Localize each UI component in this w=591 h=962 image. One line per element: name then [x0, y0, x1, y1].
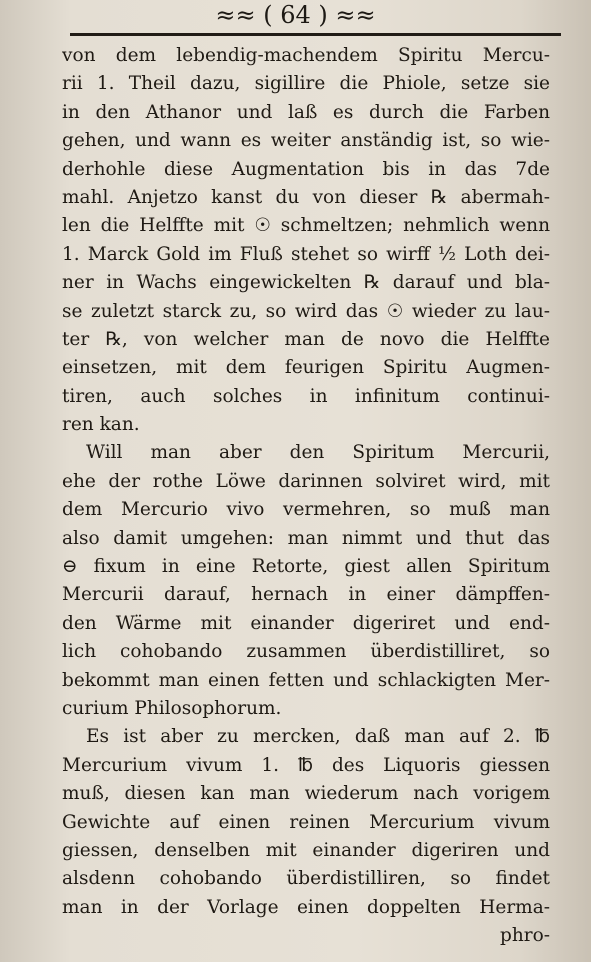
- catchword: phro-: [500, 925, 550, 947]
- text-line: ⊖ fixum in eine Retorte, giest allen Spiritum: [62, 556, 550, 578]
- text-line: Will man aber den Spiritum Mercurii,: [86, 442, 550, 464]
- text-line: Es ist aber zu mercken, daß man auf 2. ℔: [86, 726, 550, 748]
- text-line: Gewichte auf einen reinen Mercurium vivum: [62, 811, 550, 833]
- text-line: Mercurii darauf, hernach in einer dämpffen-: [62, 584, 550, 606]
- header-rule: [70, 33, 561, 36]
- text-line: curium Philosophorum.: [62, 697, 282, 719]
- text-line: ter ℞, von welcher man de novo die Helffte: [62, 328, 550, 350]
- text-line: se zuletzt starck zu, so wird das ☉ wieder zu lau-: [62, 300, 550, 322]
- text-line: giessen, denselben mit einander digeriren und: [62, 839, 550, 861]
- text-line: lich cohobando zusammen überdistilliret, so: [62, 641, 550, 663]
- body-text: [62, 42, 550, 951]
- text-line: dem Mercurio vivo vermehren, so muß man: [62, 499, 550, 521]
- text-line: rii 1. Theil dazu, sigillire die Phiole, setze sie: [62, 73, 550, 95]
- text-line: len die Helffte mit ☉ schmeltzen; nehmlich wenn: [62, 215, 550, 237]
- page-header: [0, 0, 591, 36]
- text-line: ehe der rothe Löwe darinnen solviret wird, mit: [62, 470, 550, 492]
- text-line: ren kan.: [62, 414, 140, 436]
- text-line: muß, diesen kan man wiederum nach vorigem: [62, 783, 550, 805]
- text-line: alsdenn cohobando überdistilliren, so findet: [62, 868, 550, 890]
- text-line: tiren, auch solches in infinitum continui-: [62, 385, 550, 407]
- text-line: bekommt man einen fetten und schlackigten Mer-: [62, 669, 550, 691]
- text-line: 1. Marck Gold im Fluß stehet so wirff ½ Loth dei-: [62, 243, 550, 265]
- text-line: in den Athanor und laß es durch die Farben: [62, 101, 550, 123]
- page-number: ≈≈ ( 64 ) ≈≈: [215, 1, 376, 29]
- text-line: den Wärme mit einander digeriret und end-: [62, 612, 550, 634]
- text-line: mahl. Anjetzo kanst du von dieser ℞ abermah-: [62, 186, 550, 208]
- text-line: von dem lebendig-machendem Spiritu Mercu-: [62, 45, 550, 66]
- text-line: gehen, und wann es weiter anständig ist, so wie-: [62, 130, 550, 152]
- text-line: also damit umgehen: man nimmt und thut das: [62, 527, 550, 549]
- text-line: derhohle diese Augmentation bis in das 7de: [62, 158, 550, 180]
- text-line: ner in Wachs eingewickelten ℞ darauf und bla-: [62, 272, 550, 294]
- text-line: einsetzen, mit dem feurigen Spiritu Augmen-: [62, 357, 550, 379]
- text-line: Mercurium vivum 1. ℔ des Liquoris giessen: [62, 754, 550, 776]
- text-line: man in der Vorlage einen doppelten Herma-: [62, 896, 550, 918]
